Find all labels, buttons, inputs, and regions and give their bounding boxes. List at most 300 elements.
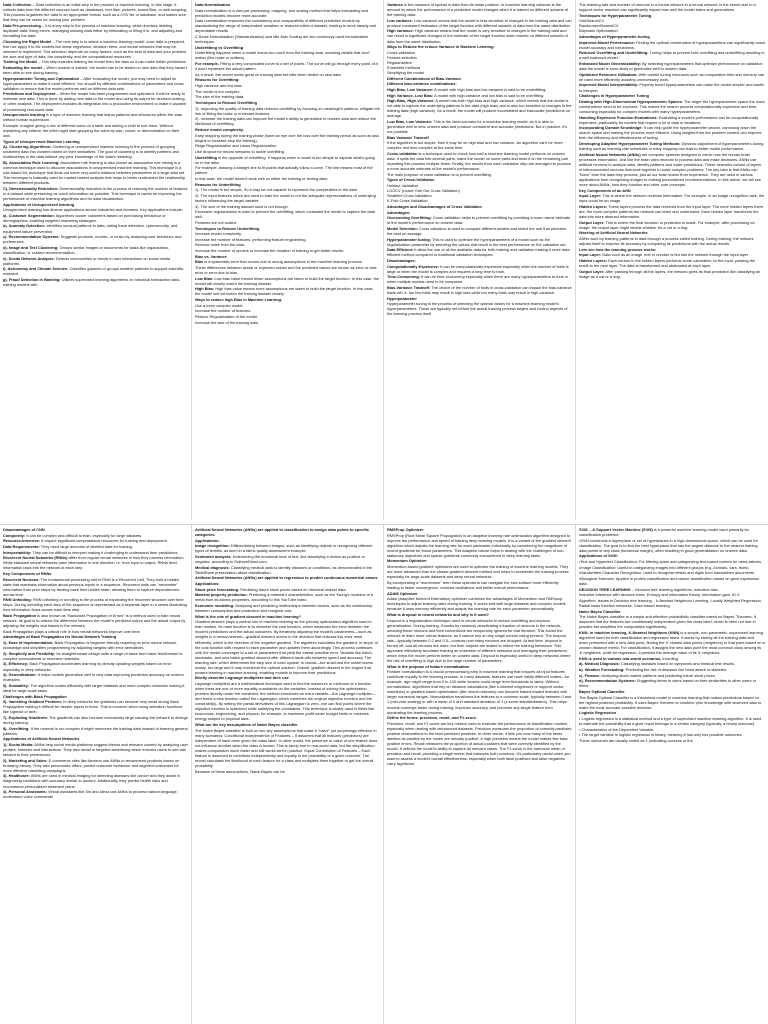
note-paragraph (579, 82, 765, 92)
note-text: Predicting a material's characteristics, such as the Young's modulus of a metal from its atomic properties, according to this YouTube video. (195, 592, 373, 603)
note-heading: Reasons for Underfitting (195, 181, 241, 187)
note-heading: 2). Simplicity and Flexibility: (3, 650, 56, 656)
note-paragraph (387, 177, 572, 182)
note-paragraph (195, 143, 380, 148)
note-paragraph (3, 538, 188, 543)
note-text: Data normalization is a vital pre-processing, mapping, and scaling method that helps forecasting and prediction models become more accurate. (195, 7, 369, 18)
note-paragraph (3, 112, 188, 122)
note-heading: Reduce model complexity. (195, 126, 244, 132)
note-text: – Decision tree learning algorithms, Inductive bias. (630, 586, 719, 592)
top-column-3 (384, 0, 576, 520)
note-text: Association rule learning is also known as association rule mining is a common technique used to discover associations in unsupervised machine learning. This technique is a rule-based ML technique that finds out some very useful relations between parameters of a large data set. This technique is basically used for market basket analysis that helps to better understand the relationship between different products. (3, 159, 186, 186)
note-paragraph (579, 661, 765, 666)
note-text: ANNs are used in medical imaging for detecting diseases like cancer and they assist in diagnosing conditions with accuracy similar to doctors. Additionally, they predict health risks and recommend personalized treatment plans. (3, 773, 181, 789)
note-heading: Different Combinations of Bias-Variance (387, 75, 462, 81)
note-text: Utilizes supervised learning algorithms on historical transaction data, training models with (3, 276, 180, 287)
note-heading: ADAM Optimizer (387, 590, 418, 596)
note-text: Tuning helps to prevent both overfitting and underfitting resulting in a well-balanced model. (579, 50, 765, 61)
note-text: With careful tuning resources such as computation time and memory can be used more efficiently avoiding unnecessary work. (579, 71, 765, 82)
note-text: Groups similar images or documents for tasks like organization, classification, or content recommendation. (3, 244, 169, 255)
note-text: Classifying diseases based on symptoms and medical test results. (619, 661, 736, 667)
note-paragraph (3, 186, 188, 201)
note-paragraph (195, 220, 380, 225)
note-text: These outcomes are usually coded as 1 (indicating success or the (579, 738, 693, 744)
note-text: If the algorithm is too simple, then it may be on high bias and low variance. An algorithm can't be more complex and less complex at the same time. (387, 140, 563, 151)
note-heading: Artificial Neural Networks (ANNs) are applied to regression to predict continuous numerical values. (195, 575, 379, 581)
note-text: Because of these assumptions, Naive Bayes can be (195, 768, 285, 774)
note-heading: f). Astronomy and Climate Science: (3, 266, 69, 272)
note-text: E-commerce sites like Amazon use ANNs to recommend products based on browsing history. They also personalize offers, predict customer behaviour and segment customers for more effective marketing campaigns. (3, 757, 180, 773)
note-paragraph (579, 220, 765, 230)
note-heading: High Variance, Low Bias: (387, 92, 434, 98)
note-text: Example: Imagine giving a mix of different coins on a table and asking a child to sort them. Without explaining any criteria, the child might start grouping the coins by size, colour, or denomination on their own. (3, 122, 180, 138)
note-text: They need large amounts of labelled data for training. (39, 543, 133, 549)
note-heading: KNN- in machine learning, K-Nearest Neighbors (KNN) (579, 630, 680, 636)
note-text: Features are not scaled. (195, 219, 237, 225)
note-paragraph (195, 587, 380, 592)
note-heading: RNN Unfolding: (3, 597, 32, 603)
note-paragraph (3, 23, 188, 38)
note-paragraph (195, 303, 380, 308)
note-paragraph (3, 555, 188, 570)
note-heading: d). Image and Text Clustering: (3, 244, 59, 250)
note-paragraph (579, 188, 765, 193)
note-paragraph (387, 296, 572, 301)
note-text: Back Propagation accelerates learning by directly updating weights based on error especially in deep networks. (3, 661, 172, 672)
note-paragraph (579, 727, 765, 732)
note-text: The learning rate and number of neurons in a neural network in a neural network or the kernel size in a support vector machine can significantly impact how well the model trains and generalizes. (579, 2, 756, 13)
note-text: Use dropout for neural networks to tackle overfitting. (195, 148, 285, 154)
note-text: Holdout Validation LOOCV (Leave One Out Cross Validation) Stratified Cross-Validation K-Fold Cross Validation (387, 183, 460, 204)
note-paragraph (195, 231, 380, 236)
note-paragraph (3, 76, 188, 91)
note-paragraph (195, 308, 380, 313)
note-paragraph (3, 277, 188, 287)
note-heading: 1). Social Media: (3, 741, 34, 747)
note-text: Dynamic adjustment of hyperparameters during training such as learning rate schedules or early stopping can lead to better model performance. (579, 140, 764, 151)
note-heading: Low Bias: (195, 275, 214, 281)
note-heading: Reduced Overfitting and Underfitting: (579, 50, 649, 56)
note-paragraph (195, 603, 380, 613)
note-paragraph (387, 183, 572, 203)
note-text: High variance means that the model is very sensitive to changes in the training data and can result in significant changes in the estimate of the target function when trained on different subsets of data from the same distribution. (387, 28, 568, 44)
note-text: The Bayes Optimal Classifier is a theoretical model in machine learning that makes predictions based on the highest posterior probability. It uses Bayes' theorem to combine prior knowledge with observed data to make the most accurate possible decision. (579, 694, 762, 710)
note-paragraph (579, 609, 765, 614)
note-paragraph (579, 193, 765, 203)
note-text: It can be computationally expensive especially when the number of folds is large or when the model is complex and requires a long time to train. (387, 263, 569, 274)
note-paragraph (195, 769, 380, 774)
note-heading: Enhanced Model Generalizability: (579, 61, 642, 67)
note-text: ANNs help social media platforms suggest friends and relevant content by analyzing user profiles, interests and interactions. They also assist in targeted advertising which ensures users to see ads tailored to their preferences. (3, 741, 188, 758)
note-text: Lagrange multipliers are a mathematical technique used to find the maximum or minimum of a function when there are one or more equality constraints on the variables. Instead of solving the optimization problem directly under the constraint, the method introduces an extra variable—the Lagrange multiplier—and forms a new function called the Lagrangian, which combines the original objective function and the constraint(s). By setting the partial derivatives of this Lagrangian to zero, one can find points where the objective function is optimized while satisfying the constraints. This technique is widely used in fields like economics, engineering, and physics; for example, to maximize profit under budget limits or minimize energy subject to physical laws. (195, 681, 376, 722)
note-text: This is used to optimize the hyperparameters of a model such as the regularization parameter by selecting the values that result in the best performance on the validation set. (387, 236, 567, 247)
note-heading: Cross-validation (387, 151, 418, 157)
note-text: A model with high variance and low bias is said to be overfitting. (433, 92, 545, 98)
note-heading: b). Anomaly Detection: (3, 223, 46, 229)
note-heading: Optimized Resource Utilization: (579, 71, 638, 77)
note-heading: Naive Bayes Classifier (579, 608, 621, 614)
note-paragraph (3, 39, 188, 59)
bottom-column-2 (192, 525, 384, 1024)
note-paragraph (3, 629, 188, 634)
note-heading: Medical diagnosis: (195, 564, 230, 570)
note-paragraph (579, 34, 765, 39)
note-text: This is where the final decision or prediction is made. For example, after processing an image, the output layer might decide whether it's a cat or a dog. (579, 219, 755, 230)
note-heading: Hidden Layers: (579, 203, 608, 209)
note-paragraph (195, 276, 380, 286)
note-text: As a result, the model works great on training data but fails when tested on new data. (195, 71, 342, 77)
note-paragraph (195, 155, 380, 165)
note-text: • The target variable in logistic regression is binary, meaning it has only two possible outcomes. (579, 732, 743, 738)
note-text: ANNs work by learning patterns in data through a process called training. During training, the network adjusts itself to improve its accuracy by comparing its predictions with the actual results. (579, 235, 754, 246)
note-paragraph (3, 144, 188, 159)
note-heading: Improved Model Interpretability: (579, 82, 639, 88)
note-text: Back Propagation plays a critical role in how neural networks improve over time. (3, 628, 141, 634)
note-text: Data normalization improves the consistency and comparability of different predictive models by standardizing the range of independent variables or features within a dataset, leading to more steady and dependable results. (195, 18, 377, 34)
note-text: is a technique used to check how well a machine learning model performs on unseen data. It splits the data into several parts, trains the model on some parts and tests it on the remaining part repeating this process multiple times. Finally, the results from each validation step are averaged to produce a more accurate estimate of the model's performance. (387, 151, 571, 172)
note-paragraph (387, 172, 572, 177)
note-paragraph (195, 149, 380, 154)
note-heading: c). Finance: (579, 672, 601, 678)
note-paragraph (579, 559, 765, 564)
note-text: • Logistic regression is a statistical method and a type of supervised machine learning algorithm. It is used to estimate the probability that a given input belongs to a certain category (typically, a binary outcome). (579, 716, 762, 727)
note-paragraph (387, 87, 572, 92)
note-heading: Output Layer: (579, 268, 605, 274)
note-paragraph (195, 165, 380, 175)
note-paragraph (195, 592, 380, 602)
note-text: Predicting future stock prices based on historical market data. (239, 586, 347, 592)
note-text: – When the model has been programmed and optimized, it will be ready to estimate new data. This is done by adding new data to the model and using its output for decision-making or other analysis. The deployment includes its integration into a production environment to make it capable of processing real-world data. (3, 91, 187, 112)
note-text: Suggests products, movies, or music by analysing user behaviour and preferences. (3, 234, 182, 245)
note-paragraph (195, 72, 380, 77)
note-paragraph (195, 133, 380, 143)
note-heading: Logistic Regression (579, 710, 617, 716)
note-paragraph (387, 558, 572, 563)
note-text: By selecting hyperparameters that optimize performance on validation data the model is more likely to generalize well to unseen data. (579, 61, 763, 72)
note-heading: C). Dimensionality Reduction: (3, 185, 59, 191)
note-heading: Material property prediction: (195, 592, 248, 598)
note-paragraph (579, 689, 765, 694)
note-heading: Advantages and Disadvantages of Cross Validation (387, 203, 482, 209)
note-paragraph (195, 83, 380, 88)
note-heading: Challenges with Back Propagation (3, 693, 67, 699)
note-paragraph (195, 314, 380, 319)
note-paragraph (387, 264, 572, 274)
note-paragraph (579, 61, 765, 71)
note-text: Increase the size of the training data. (195, 319, 259, 325)
note-paragraph (579, 656, 765, 661)
note-heading: e). Social Network Analysis: (3, 255, 55, 261)
note-paragraph (3, 123, 188, 138)
note-text: Momentum-based gradient optimizers are used to optimize the training of machine learning models. They are more advanced than the classic gradient descent method and helps to accelerate the training process especially for large-scale datasets and deep neural networks. (387, 564, 569, 580)
note-paragraph (3, 758, 188, 773)
note-text: Increase model complexity. (195, 231, 242, 237)
note-heading: Choosing the Right Model (3, 38, 52, 44)
note-paragraph (195, 265, 380, 275)
note-paragraph (387, 76, 572, 81)
note-paragraph (3, 571, 188, 576)
note-heading: Bias Variance Tradeoff (387, 134, 429, 140)
note-paragraph (195, 94, 380, 99)
note-text: Ridge Regularization and Lasso Regularization. (195, 143, 278, 149)
note-paragraph (579, 592, 765, 597)
note-heading: What are the key assumptions of Naive Bayes classifier (195, 722, 298, 728)
note-heading: Hidden Layers: (579, 257, 608, 263)
note-text: It can help guide the hyperparameter search, narrowing down the search space and making the process more efficient. Using insights from the problem context can improve both the efficiency and effectiveness of tuning. (579, 125, 762, 141)
note-paragraph (387, 119, 572, 134)
note-heading: Applications of SVM: (579, 553, 618, 559)
note-heading: Underfitting vs Overfitting (195, 44, 244, 50)
note-text: Dimensionality reduction is the process of reducing the number of features in a dataset while preserving as much information as possible. This technique is useful for improving the performance of machine learning algorithms and for data visualization. (3, 185, 188, 201)
note-paragraph (3, 533, 188, 538)
note-heading: Different bias-variance combinations: (387, 81, 457, 87)
top-column-1 (0, 0, 192, 520)
note-paragraph (579, 565, 765, 570)
note-paragraph (387, 237, 572, 247)
note-heading: Challenges in Hyperparameter Tuning (579, 93, 649, 99)
note-paragraph (387, 274, 572, 284)
note-paragraph (579, 732, 765, 737)
note-paragraph (3, 256, 188, 266)
note-text: It allow the use of all the available data for both training and validation making it more data efficient method compared to traditional validation techniques. (387, 247, 570, 258)
note-heading: DECISION TREE LEARNING (579, 586, 631, 592)
note-text: Gradient descent plays a central role in machine learning as the primary optimization algorithm used to train models. Its main function is to minimize the cost function, which measures the error between the model's predictions and the actual outcomes. By iteratively adjusting the model's parameters—such as weights in a neural network—gradient descent moves in the direction that reduces this error most efficiently, which is the direction of the negative gradient. The algorithm calculates the gradient, or slope, of the cost function with respect to each parameter and updates them accordingly. This process continues until the model converges to a set of parameters that yield the lowest possible error. Variants like batch, stochastic, and mini-batch gradient descent offer different trade-offs between speed and accuracy. The learning rate, which determines the step size of each update, is crucial—too small and the model learns slowly; too large and it may overshoot the optimal solution. Overall, gradient descent is the engine that powers learning in machine learning, enabling models to improve their predictions. (195, 619, 379, 675)
note-heading: Unsupervised learning (3, 112, 45, 118)
note-paragraph (195, 575, 380, 580)
note-paragraph (387, 210, 572, 215)
note-heading: Computationally Expensive: (387, 263, 440, 269)
note-text: – It is a key step in the process of machine learning, which involves deleting duplicate data, fixing errors, managing missing data either by eliminating or filling it in, and adjusting and formatting the data. (3, 22, 183, 38)
note-heading: 5). Scalability: (3, 682, 30, 688)
note-paragraph (579, 570, 765, 575)
note-paragraph (579, 538, 765, 553)
note-text: differ from regular neural networks in how they process information. While standard neural networks pass information in one direction i.e. from input to output, RNNs feed information back into the network at each step. (3, 555, 185, 571)
note-text: Dropout is a regularization technique used in neural networks to reduce overfitting and improve generalization. During training, it works by randomly deactivating a fraction of neurons in the network, meaning these neurons and their connections are temporarily ignored for that iteration. This forces the network to learn more robust features, as it cannot rely on any single neuron being present. The dropout rate—typically between 0.2 and 0.5—controls how many neurons are dropped. At test time, dropout is turned off, and all neurons are used, but their outputs are scaled to reflect the training behaviour. This approach effectively simulates training an ensemble of different networks and averaging their predictions, which helps the model perform better on unseen data. Dropout is especially useful in deep networks where the risk of overfitting is high due to the large number of parameters. (387, 617, 571, 663)
note-text: It helps models generalize well to new data improving prediction accuracy on unseen examples. (3, 672, 184, 683)
note-heading: What is the role of gradient descent in machine learning? (195, 613, 301, 619)
note-paragraph (387, 301, 572, 316)
bottom-column-1 (0, 525, 192, 1024)
note-paragraph (195, 116, 380, 126)
note-paragraph (387, 527, 572, 532)
note-heading: Time-Consuming: (387, 274, 420, 280)
note-paragraph (3, 59, 188, 64)
bottom-column-4 (576, 525, 768, 1024)
note-heading: Types of Unsupervised Machine Learning (3, 138, 80, 144)
note-text: Underfitting happens when a model learns too much from the training data, including details that don't matter (like noise or outliers). (195, 50, 370, 61)
note-text: By incorporating a "momentum" term these optimizers can navigate the loss surface more efficiently leading to faster convergence, reduced oscillations and better overall performance. (387, 579, 559, 590)
note-heading: Key Components of RNNs (3, 570, 52, 576)
note-heading: Complexity: (3, 532, 26, 538)
note-heading: Image recognition: (195, 543, 230, 549)
note-text: It require significant computational resources for training and deployment. (40, 538, 168, 544)
note-paragraph (195, 89, 380, 94)
note-text: Each neuron in the hidden layers performs some calculation on the input, passing the result to the next layer. The data is transformed and abstracted at each layer. (579, 257, 756, 268)
note-heading: 7). Exploding Gradients: (3, 714, 48, 720)
note-heading: a). Medical Diagnosis: (579, 661, 620, 667)
note-text: The Naive Bayes classifier is a simple and effective probabilistic classifier based on Bayes' Theorem. It assumes that the features are conditionally independent given the class label, which is often not true in practice but simplifies the computation significantly. (579, 614, 756, 630)
note-heading: What is dropout in neural networks and why is it used? (387, 611, 490, 617)
note-text: Detects communities or trends in user interactions on social media platforms. (3, 255, 171, 266)
note-text: High bias value means more assumptions are taken to build the target function. In this case, the model will not match the training dataset closely. (195, 286, 374, 297)
note-paragraph (3, 773, 188, 788)
note-heading: Recurrent Neural Networks (RNNs) (3, 555, 68, 561)
top-column-4 (576, 0, 768, 520)
note-heading: High Bias, Low Variance: (387, 86, 434, 92)
note-heading: Improved Model Performance: (579, 39, 635, 45)
note-paragraph (3, 726, 188, 736)
note-heading: Handling Expensive Function Evaluations: (579, 114, 658, 120)
note-text: Inductive inference with decision trees, Entropy and information theory, Information gain, ID-3 (579, 592, 740, 598)
note-paragraph (387, 81, 572, 86)
note-text: Suggesting items to users based on their similarities to other users or items. (579, 678, 757, 689)
note-paragraph (579, 678, 765, 688)
note-paragraph (3, 715, 188, 725)
note-paragraph (579, 598, 765, 608)
note-text: Remove noise from the data. (195, 242, 245, 248)
note-text: It can be complex and difficult to train, especially for large datasets. (25, 532, 142, 538)
note-paragraph (195, 34, 380, 44)
note-paragraph (387, 591, 572, 596)
note-text: Precision, recall, and F1-score are key metrics used to evaluate the performance of classification models, especially when dealing with imbalanced datasets. Precision measures the proportion of correctly predicted positive observations to the total predicted positives. In other words, it tells you how many of the items labelled as positive by the model are actually positive. A high precision means the model makes few false positive errors. Recall measures the proportion of actual positives that were correctly identified by the model. It reflects the model's ability to capture all relevant cases. The F1-score is the harmonic mean of precision and recall, providing a single metric that balances both concerns. It's particularly useful when you want to assess a model's overall effectiveness, especially when both false positives and false negatives carry significant (387, 720, 572, 767)
note-paragraph (579, 13, 765, 18)
note-paragraph (579, 614, 765, 629)
note-paragraph (3, 699, 188, 714)
note-heading: 6). Vanishing Gradient Problem: (3, 699, 63, 705)
note-heading: Artificial Neural Networks (ANNs) (579, 151, 641, 157)
note-text: If the network is too complex it might memorize the training data instead of learning general patterns. (3, 725, 188, 736)
note-heading: Back Propagation (3, 613, 37, 619)
note-text: Early stopping during the training phase (have an eye over the loss over the training period as soon as loss begins to increase stop the training). (195, 132, 380, 143)
note-heading: Evaluating the model (3, 64, 43, 70)
bottom-sheet (0, 524, 768, 1024)
note-paragraph (195, 176, 380, 181)
note-heading: For example, (195, 61, 220, 67)
note-heading: Types of Cross-Validation (387, 177, 435, 183)
note-paragraph (3, 742, 188, 757)
note-paragraph (3, 550, 188, 555)
note-paragraph (579, 710, 765, 715)
note-paragraph (195, 286, 380, 296)
note-text: The Naive Bayes classifier is built on two key assumptions that make it "naive" yet surprisingly effective in many scenarios: Conditional Independence of Features – It assumes that all features (predictors) are independent of each other given the class label. In other words, the presence or value of one feature does not influence another when the class is known. This is rarely true in real-world data, but the simplification makes computation much faster and still works well in practice. Equal Contribution of Features – Each feature is assumed to contribute independently and equally to the probability of a given outcome. The model calculates the likelihood of each feature for a class and multiplies them together to get the overall probability. (195, 727, 378, 769)
note-paragraph (195, 226, 380, 231)
note-text: • Characteristics of the Dependent Variable: (579, 726, 655, 732)
note-paragraph (195, 619, 380, 675)
note-paragraph (3, 202, 188, 207)
note-paragraph (195, 722, 380, 727)
note-paragraph (195, 8, 380, 18)
note-paragraph (387, 580, 572, 590)
note-text: Z-Score Normalization (Standardization) and Min-Max Scaling are two commonly used normalization techniques. (195, 34, 369, 45)
note-heading: Incorporating Domain Knowledge: (579, 125, 643, 131)
note-paragraph (3, 139, 188, 144)
note-text: Evaluating a model's performance can be computationally expensive, particularly for models that require a lot of data or iterations. (579, 114, 759, 125)
note-paragraph (195, 681, 380, 721)
note-heading: Bias (195, 259, 204, 265)
note-heading: Low variance: (387, 17, 413, 23)
note-paragraph (195, 527, 380, 537)
note-paragraph (579, 630, 765, 655)
note-paragraph (195, 61, 380, 71)
note-paragraph (195, 106, 380, 116)
note-heading: Applications: (195, 537, 220, 543)
note-paragraph (579, 527, 765, 537)
note-text: •Handwritten Character Recognition: Used to recognize letters and digits from handwritten documents. (579, 570, 756, 576)
note-heading: Developing Adaptive Hyperparameter Tuning Methods: (579, 140, 681, 146)
note-paragraph (579, 50, 765, 60)
note-paragraph (195, 543, 380, 553)
note-text: The gradients can also become excessively large causing the network to diverge during training. (3, 714, 188, 725)
note-paragraph (579, 252, 765, 257)
note-heading: Stock price forecasting: (195, 586, 240, 592)
note-paragraph (387, 18, 572, 28)
note-paragraph (579, 125, 765, 140)
note-paragraph (3, 160, 188, 185)
note-heading: Disadvantages: (387, 257, 416, 263)
note-text: The main purpose of cross validation is to prevent overfitting. (387, 171, 492, 177)
note-paragraph (3, 91, 188, 111)
note-text: Virtual assistants like Siri and Alexa use ANNs to process natural language, understand voice commands (3, 789, 178, 800)
note-text: Finding the optimal combination of hyperparameters can significantly boost model accuracy and robustness. (579, 39, 765, 50)
note-text: In this case, the model doesn't work well on either the training or testing data. (195, 175, 328, 181)
bottom-column-3 (384, 525, 576, 1024)
note-text: After passing through all the layers, the network gives its final prediction like classifying an image as a cat or a dog. (579, 268, 761, 279)
note-heading: What is the purpose of feature normalization (387, 663, 470, 669)
note-paragraph (387, 215, 572, 225)
note-paragraph (579, 673, 765, 678)
note-heading: Data Pre-processing (3, 22, 41, 28)
note-heading: Interpretability: (3, 549, 32, 555)
note-text: 1). The model is too simple, So it may be not capable to represent the complexities in the data. (195, 187, 358, 193)
note-paragraph (387, 226, 572, 236)
note-text: – Data collection is an initial step in the process of machine learning. In this stage, it collects data from the different sources such as databases, text files, pictures, sound files, or web scraping. This process organizes the data in an appropriate format, such as a CSV file or database, and makes sure that they can be useful for solving your problem. (3, 2, 187, 23)
note-paragraph (579, 738, 765, 743)
note-paragraph (387, 596, 572, 611)
note-heading: 1). Ease of Implementation: (3, 640, 54, 646)
note-heading: Output Layer: (579, 219, 605, 225)
note-paragraph (387, 669, 572, 714)
note-heading: Applications of Artificial Neural Networks (3, 736, 80, 742)
note-text: This is the ideal scenario for a machine learning model, as it is able to generalize well to new, unseen data and produce consistent and accurate predictions. But in practice, it's not possible. (387, 118, 568, 135)
note-text: •Biological Sciences: Applied in protein classification and cancer classification based on gene expression data. (579, 575, 760, 587)
note-paragraph (195, 204, 380, 209)
note-paragraph (3, 65, 188, 75)
note-text: Algorithms cluster customers based on purchasing behaviour or demographics, enabling targeted marketing strategies. (3, 212, 166, 223)
note-heading: Ways to reduce high Bias in Machine Learning: (195, 297, 283, 303)
note-heading: Define the terms: precision, recall, and F1-score. (387, 715, 477, 721)
note-text: Low bias value means fewer assumptions are taken to build the target function. In this case, the model will closely match the training dataset. (195, 275, 380, 286)
note-paragraph (195, 77, 380, 82)
note-heading: SVM →A Support Vector Machine (SVM) (579, 527, 653, 532)
note-text: Increase the number of epochs or increase the duration of training to get better results. (195, 248, 345, 254)
note-text: RMSProp (Root Mean Square Propagation) is an adaptive learning rate optimization algorithm designed to improve the performance and speed of training deep learning models. It is a variant of the gradient descent algorithm which adjusts the learning rate for each parameter individually by considering the magnitude of recent gradients for those parameters. This adaptive nature helps in dealing with the challenges of non-stationary objectives and sparse gradients commonly encountered in deep learning tasks. (387, 532, 571, 558)
note-text: A model with high bias and low variance is said to be underfitting. (433, 86, 547, 92)
note-paragraph (579, 141, 765, 151)
note-paragraph (579, 93, 765, 98)
note-paragraph (3, 577, 188, 597)
note-paragraph (3, 597, 188, 612)
note-heading: Lets see how the learning process works: (579, 246, 657, 252)
note-paragraph (579, 230, 765, 235)
note-text: Analyzing stock market patterns and predicting future stock prices. (600, 672, 716, 678)
note-text: In deep networks the gradients can become very small during Back Propagation making it difficult for deeper layers to learn. This is common when using activation functions like sigmoid or tanh. (3, 699, 183, 715)
top-column-2 (192, 0, 384, 520)
note-heading: Model Selection: (387, 225, 418, 231)
note-paragraph (579, 587, 765, 592)
note-text: They can be difficult to interpret making it challenging to understand their predictions. (31, 549, 179, 555)
note-text: It can be time-consuming especially when there are many hyperparameters to tune or when multiple models need to be compared. (387, 274, 569, 285)
note-paragraph (3, 736, 188, 741)
